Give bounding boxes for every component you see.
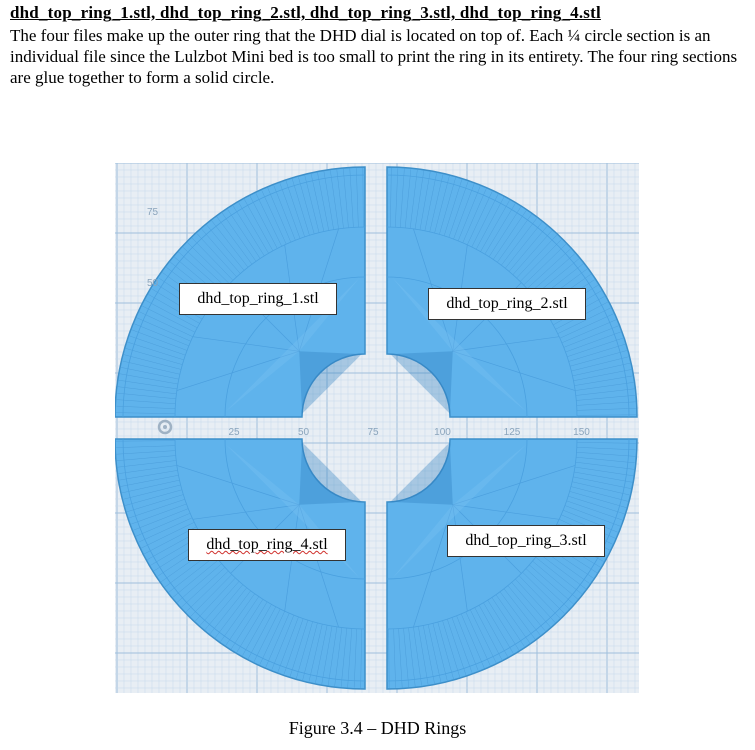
x-tick-label: 125 bbox=[503, 427, 521, 438]
label-ring-2: dhd_top_ring_2.stl bbox=[428, 288, 586, 320]
section-heading: dhd_top_ring_1.stl, dhd_top_ring_2.stl, dhd_top_ring_3.stl, dhd_top_ring_4.stl bbox=[10, 3, 601, 22]
label-ring-4: dhd_top_ring_4.stl bbox=[188, 529, 346, 561]
y-tick-label: 50 bbox=[147, 278, 159, 289]
body-paragraph: The four files make up the outer ring that the DHD dial is located on top of. Each ¼ circle section is an individual file since the Lulzbot Mini bed is too small to print the ring in its entirety. The four ring sections are glue together to form a solid circle. bbox=[10, 26, 738, 87]
figure-caption: Figure 3.4 – DHD Rings bbox=[288, 718, 467, 738]
x-tick-label: 50 bbox=[297, 427, 310, 438]
x-tick-label: 150 bbox=[573, 427, 590, 438]
label-ring-1: dhd_top_ring_1.stl bbox=[179, 283, 337, 315]
x-tick-label: 100 bbox=[434, 427, 451, 438]
y-tick-label: 75 bbox=[147, 207, 159, 218]
label-ring-3: dhd_top_ring_3.stl bbox=[447, 525, 605, 557]
build-plate-render bbox=[115, 163, 639, 693]
x-tick-label: 75 bbox=[367, 427, 379, 438]
dhd-rings-figure bbox=[115, 163, 639, 693]
x-tick-label: 25 bbox=[228, 427, 240, 438]
